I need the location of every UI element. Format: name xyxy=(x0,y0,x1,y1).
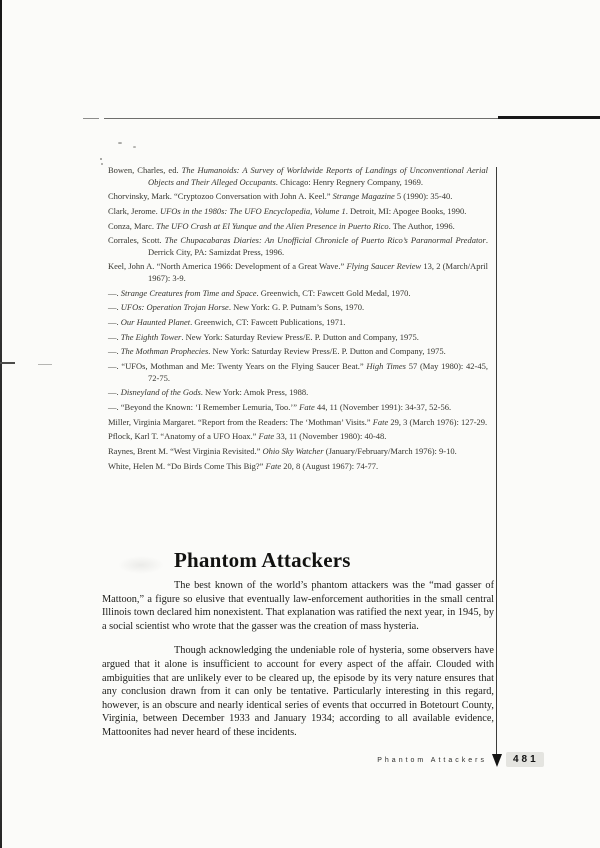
bibliography-text: 44, 11 (November 1991): 34-37, 52-56. xyxy=(314,401,452,412)
bibliography-title-italic: The UFO Crash at El Yunque and the Alien Presence in Puerto Rico xyxy=(156,220,389,231)
bibliography-entry xyxy=(108,261,488,284)
bibliography-text: —. “Beyond the Known: ‘I Remember Lemuria, Too.’” xyxy=(108,401,300,412)
bibliography-title-italic: Fate xyxy=(258,431,275,442)
bibliography-title-italic: Strange Magazine xyxy=(332,191,395,202)
bibliography-title-italic: The Humanoids: A Survey of Worldwide Reports of Landings of Unconventional Aerial Objects and Their Alleged Occupants xyxy=(148,165,488,187)
bibliography-title-italic: Fate xyxy=(265,460,282,471)
bibliography-text: Clark, Jerome. xyxy=(108,205,160,216)
bibliography-text: . New York: Saturday Review Press/E. P. Dutton and Company, 1975. xyxy=(181,331,419,342)
bibliography-entry xyxy=(108,387,488,399)
bibliography-text: Pflock, Karl T. “Anatomy of a UFO Hoax.” xyxy=(108,431,259,442)
scan-speck xyxy=(133,146,136,148)
body-paragraph: The best known of the world’s phantom attackers was the “mad gasser of Mattoon,” a figure so elusive that eventually law-enforcement authorities in the small central Illinois town declared him nonexistent. That explanation was ratified the next year, in 1945, by a social scientist who wrote that the gasser was the creation of mass hysteria. xyxy=(102,580,494,632)
bibliography-text: . Chicago: Henry Regnery Company, 1969. xyxy=(275,176,424,187)
bibliography-text: —. xyxy=(108,346,121,357)
bibliography-text: Raynes, Brent M. “West Virginia Revisited.” xyxy=(108,446,263,456)
bibliography-entry xyxy=(108,417,488,429)
bibliography-title-italic: Strange Creatures from Time and Space xyxy=(120,287,257,298)
bibliography-text: Corrales, Scott. xyxy=(108,235,165,246)
bibliography-title-italic: Disneyland of the Gods xyxy=(120,387,201,398)
bibliography-entry xyxy=(108,317,488,329)
bibliography-title-italic: High Times xyxy=(366,361,406,372)
chapter-section xyxy=(102,548,494,740)
bibliography-text: —. xyxy=(108,302,121,313)
section-heading: Phantom Attackers xyxy=(174,548,351,572)
bibliography-entry xyxy=(108,165,488,188)
bibliography-entry xyxy=(108,302,488,314)
bibliography-entry xyxy=(108,235,488,258)
bibliography-entry xyxy=(108,221,488,233)
bibliography-text: —. xyxy=(108,287,121,298)
bibliography-title-italic: The Chupacabaras Diaries: An Unofficial Chronicle of Puerto Rico’s Paranormal Predator xyxy=(164,235,486,246)
bibliography-text: Miller, Virginia Margaret. “Report from the Readers: The ‘Mothman’ Visits.” xyxy=(108,416,373,427)
scan-speck xyxy=(118,142,122,144)
scan-edge-line xyxy=(0,0,2,848)
body-paragraph: Though acknowledging the undeniable role of hysteria, some observers have argued that it alone is insufficient to account for every aspect of the affair. Clouded with ambiguities that are unlikely ever to be cleared up, the episode by its very nature ensures that any conclusion drawn from it can only be tentative. Particularly interesting in this regard, however, is an obscure and nearly identical series of events that occurred in Botetourt County, Virginia, between December 1933 and January 1934; according to all available evidence, Mattoonites had never heard of these incidents. xyxy=(102,645,494,738)
scan-line-artifact xyxy=(498,116,600,119)
bibliography-title-italic: The Mothman Prophecies xyxy=(120,346,209,357)
bibliography-text: . Greenwich, CT: Fawcett Gold Medal, 1970. xyxy=(256,287,411,298)
bibliography-text: . Detroit, MI: Apogee Books, 1990. xyxy=(345,205,467,216)
bibliography-text: . New York: Amok Press, 1988. xyxy=(200,387,309,398)
bibliography-entry xyxy=(108,402,488,414)
bibliography-text: Chorvinsky, Mark. “Cryptozoo Conversation with John A. Keel.” xyxy=(108,191,333,202)
bibliography-text: —. xyxy=(108,387,121,398)
margin-rule xyxy=(496,167,497,754)
bibliography-title-italic: Ohio Sky Watcher xyxy=(262,446,324,456)
bibliography-entry xyxy=(108,346,488,358)
bibliography-entry xyxy=(108,431,488,443)
bibliography-text: (January/February/March 1976): 9-10. xyxy=(323,446,457,456)
bibliography-text: . The Author, 1996. xyxy=(388,220,455,231)
running-head: Phantom Attackers xyxy=(377,757,487,764)
bibliography-title-italic: Flying Saucer Review xyxy=(346,261,422,272)
bibliography-title-italic: UFOs in the 1980s: The UFO Encyclopedia, Volume 1 xyxy=(159,205,346,216)
bibliography-entry xyxy=(108,361,488,384)
bibliography-text: —. xyxy=(108,317,121,327)
bibliography-text: . New York: Saturday Review Press/E. P. Dutton and Company, 1975. xyxy=(208,346,446,357)
bibliography-title-italic: The Eighth Tower xyxy=(120,331,182,342)
page-number: 481 xyxy=(506,752,544,767)
bibliography-text: . Derrick City, PA: Samizdat Press, 1996. xyxy=(148,235,488,257)
bibliography-title-italic: Our Haunted Planet xyxy=(120,317,191,327)
bibliography-title-italic: Fate xyxy=(372,416,389,427)
scan-speck xyxy=(100,158,102,160)
bibliography-text: Bowen, Charles, ed. xyxy=(108,165,182,175)
bibliography-text: —. xyxy=(108,331,121,342)
margin-mark-artifact xyxy=(0,362,15,364)
bibliography-entry xyxy=(108,206,488,218)
scan-line-artifact xyxy=(83,118,99,119)
bibliography-text: Keel, John A. “North America 1966: Development of a Great Wave.” xyxy=(108,261,347,272)
bibliography-text: 57 (May 1980): 42-45, 72-75. xyxy=(148,361,488,383)
bibliography-entry xyxy=(108,446,488,458)
bibliography-entry xyxy=(108,461,488,473)
bibliography-text: —. “UFOs, Mothman and Me: Twenty Years on the Flying Saucer Beat.” xyxy=(108,361,367,372)
bibliography-text: . New York: G. P. Putnam’s Sons, 1970. xyxy=(228,302,365,313)
scan-speck xyxy=(101,163,103,165)
bibliography-entry xyxy=(108,332,488,344)
scan-line-artifact xyxy=(104,118,504,119)
bibliography-text: . Greenwich, CT: Fawcett Publications, 1971. xyxy=(190,317,346,327)
bibliography-text: Conza, Marc. xyxy=(108,220,157,231)
bibliography-title-italic: UFOs: Operation Trojan Horse xyxy=(120,302,229,313)
bibliography-text: 5 (1990): 35-40. xyxy=(394,191,453,202)
bibliography-entry xyxy=(108,288,488,300)
margin-mark-artifact xyxy=(38,364,52,365)
bibliography-entry xyxy=(108,191,488,203)
bibliography-title-italic: Fate xyxy=(299,401,315,412)
bibliography-text: White, Helen M. “Do Birds Come This Big?” xyxy=(108,460,266,471)
bibliography-text: 13, 2 (March/April 1967): 3-9. xyxy=(148,261,488,283)
bibliography-list xyxy=(108,165,488,475)
bibliography-text: 20, 8 (August 1967): 74-77. xyxy=(281,460,379,471)
down-arrow-icon xyxy=(492,754,502,767)
bibliography-text: 29, 3 (March 1976): 127-29. xyxy=(388,416,488,427)
bibliography-text: 33, 11 (November 1980): 40-48. xyxy=(274,431,387,442)
